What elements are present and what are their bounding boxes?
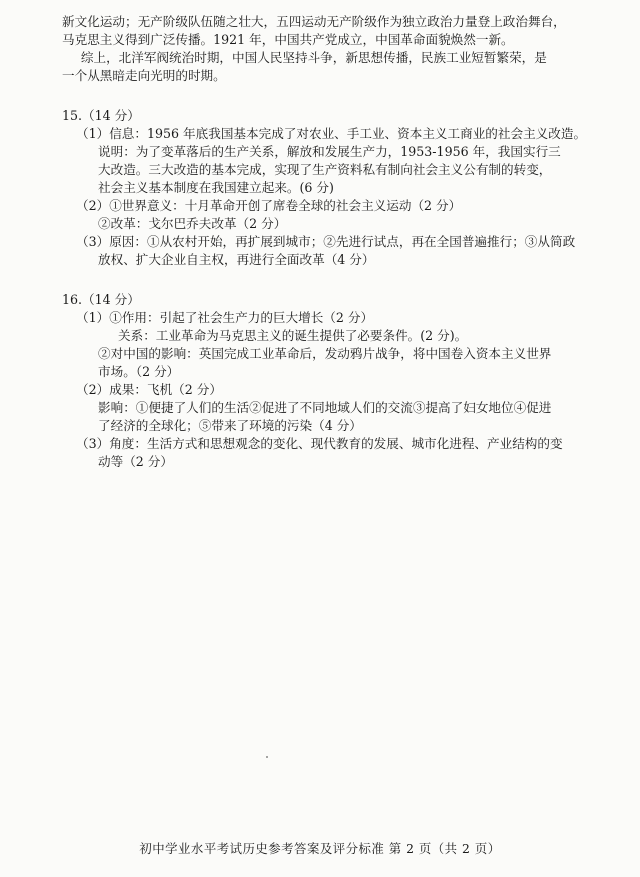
question-15 bbox=[62, 107, 618, 269]
intro-line: 新文化运动；无产阶级队伍随之壮大，五四运动无产阶级作为独立政治力量登上政治舞台， bbox=[62, 14, 566, 29]
q15-item-1-info bbox=[62, 125, 618, 143]
section-gap bbox=[62, 269, 618, 291]
q15-item-3-reasons-cont bbox=[62, 251, 618, 269]
answer-line: （1）信息：1956 年底我国基本完成了对农业、手工业、资本主义工商业的社会主义改造。 bbox=[76, 126, 587, 141]
answer-line: 社会主义基本制度在我国建立起来。(6 分) bbox=[98, 180, 334, 195]
intro-line: 马克思主义得到广泛传播。1921 年，中国共产党成立，中国革命面貌焕然一新。 bbox=[62, 32, 514, 47]
q15-item-3-reasons bbox=[62, 233, 618, 251]
question-15-heading: 15.（14 分） bbox=[62, 108, 140, 123]
q15-item-1-explanation bbox=[62, 143, 618, 197]
q15-item-2-significance bbox=[62, 197, 618, 215]
answer-line: ②对中国的影响：英国完成工业革命后，发动鸦片战争，将中国卷入资本主义世界 bbox=[98, 346, 552, 361]
page-footer: 初中学业水平考试历史参考答案及评分标准 第 2 页（共 2 页） bbox=[139, 841, 501, 856]
answer-line: 了经济的全球化；⑤带来了环境的污染（4 分） bbox=[98, 418, 362, 433]
section-gap bbox=[62, 85, 618, 107]
summary-paragraph bbox=[62, 49, 618, 85]
q16-item-1-effect bbox=[62, 309, 618, 327]
q16-item-3-perspective-cont bbox=[62, 453, 618, 471]
answer-line: （3）原因：①从农村开始，再扩展到城市；②先进行试点，再在全国普遍推行；③从简政 bbox=[76, 234, 576, 249]
answer-line: （1）①作用：引起了社会生产力的巨大增长（2 分） bbox=[76, 310, 374, 325]
answer-line: 说明：为了变革落后的生产关系，解放和发展生产力，1953-1956 年，我国实行三 bbox=[98, 144, 561, 159]
q16-item-3-perspective bbox=[62, 435, 618, 453]
q16-item-2-impact bbox=[62, 399, 618, 435]
question-16 bbox=[62, 291, 618, 471]
summary-line: 一个从黑暗走向光明的时期。 bbox=[62, 68, 226, 83]
question-16-heading: 16.（14 分） bbox=[62, 292, 140, 307]
answer-line: （2）①世界意义：十月革命开创了席卷全球的社会主义运动（2 分） bbox=[76, 198, 462, 213]
summary-line: 综上，北洋军阀统治时期，中国人民坚持斗争，新思想传播，民族工业短暂繁荣，是 bbox=[80, 50, 547, 65]
answer-line: 影响：①便捷了人们的生活②促进了不同地域人们的交流③提高了妇女地位④促进 bbox=[98, 400, 552, 415]
answer-line: 动等（2 分） bbox=[98, 454, 173, 469]
answer-line: （2）成果：飞机（2 分） bbox=[76, 382, 222, 397]
answer-line: 大改造。三大改造的基本完成，实现了生产资料私有制向社会主义公有制的转变， bbox=[98, 162, 552, 177]
answer-content bbox=[62, 13, 618, 471]
answer-line: 放权、扩大企业自主权，再进行全面改革（4 分） bbox=[98, 252, 375, 267]
q16-item-1-relation bbox=[62, 327, 618, 345]
scan-speck bbox=[266, 756, 268, 758]
answer-line: 市场。（2 分） bbox=[98, 364, 180, 379]
answer-line: ②改革：戈尔巴乔夫改革（2 分） bbox=[98, 216, 287, 231]
q15-item-2-reform bbox=[62, 215, 618, 233]
answer-line: （3）角度：生活方式和思想观念的变化、现代教育的发展、城市化进程、产业结构的变 bbox=[76, 436, 563, 451]
q16-item-1-impact-china bbox=[62, 345, 618, 381]
answer-line: 关系：工业革命为马克思主义的诞生提供了必要条件。(2 分)。 bbox=[118, 328, 468, 343]
intro-paragraph bbox=[62, 13, 618, 49]
q16-item-2-result bbox=[62, 381, 618, 399]
